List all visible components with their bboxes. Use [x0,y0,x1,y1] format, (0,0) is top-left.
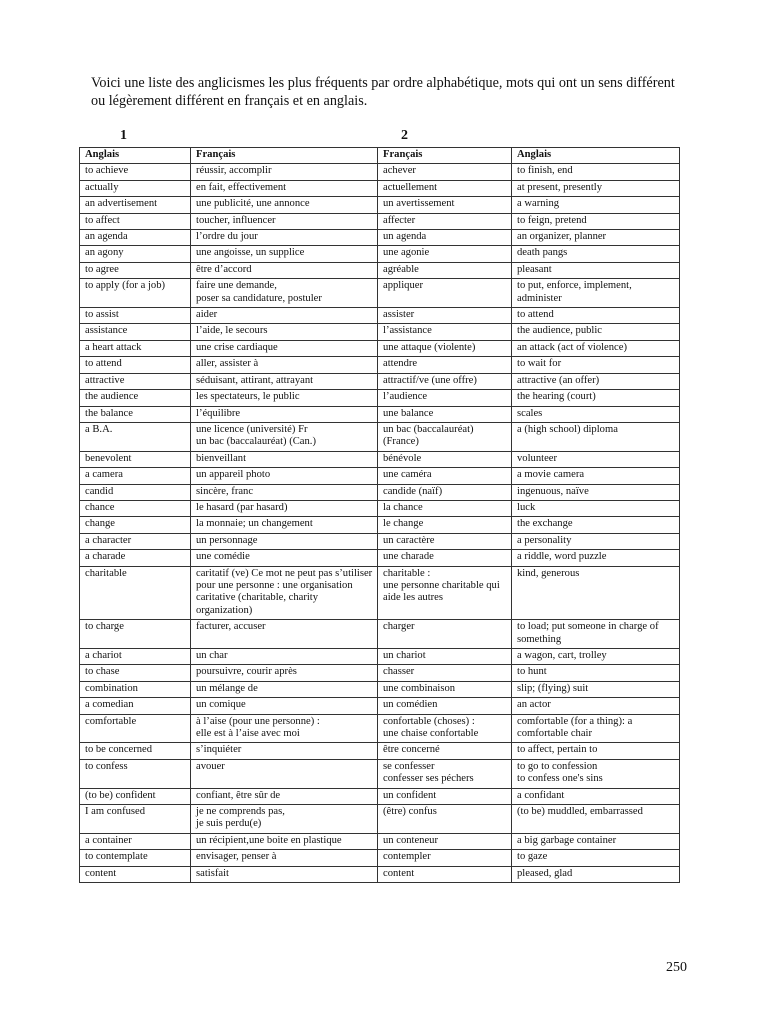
english-term-cell: (to be) confident [80,788,191,804]
table-row [80,665,680,681]
french-false-friend-cell: affecter [378,213,512,229]
french-false-friend-cell: l’assistance [378,324,512,340]
table-header-row [80,148,680,164]
english-term-cell: candid [80,484,191,500]
french-false-friend-cell: confortable (choses) : une chaise confortable [378,714,512,743]
table-row [80,805,680,834]
english-meaning-cell: the audience, public [512,324,680,340]
table-row [80,246,680,262]
french-false-friend-cell: une caméra [378,468,512,484]
french-false-friend-cell: une charade [378,550,512,566]
french-translation-cell: la monnaie; un changement [191,517,378,533]
table-body [80,164,680,883]
english-meaning-cell: a (high school) diploma [512,422,680,451]
french-translation-cell: un char [191,649,378,665]
table-row [80,550,680,566]
french-translation-cell: en fait, effectivement [191,180,378,196]
table-row [80,197,680,213]
english-term-cell: comfortable [80,714,191,743]
french-false-friend-cell: être concerné [378,743,512,759]
english-meaning-cell: death pangs [512,246,680,262]
french-translation-cell: un récipient,une boite en plastique [191,833,378,849]
english-term-cell: assistance [80,324,191,340]
intro-paragraph: Voici une liste des anglicismes les plus fréquents par ordre alphabétique, mots qui ont un sens différent ou légèrement différent en français et en anglais. [91,75,675,109]
column-number-1: 1 [120,128,127,143]
french-false-friend-cell: bénévole [378,451,512,467]
english-term-cell: an advertisement [80,197,191,213]
table-row [80,451,680,467]
column-number-2: 2 [401,128,408,143]
french-translation-cell: aller, assister à [191,357,378,373]
french-false-friend-cell: un comédien [378,698,512,714]
french-false-friend-cell: la chance [378,500,512,516]
english-term-cell: change [80,517,191,533]
english-meaning-cell: to load; put someone in charge of something [512,620,680,649]
french-translation-cell: l’équilibre [191,406,378,422]
french-translation-cell: confiant, être sûr de [191,788,378,804]
french-false-friend-cell: charger [378,620,512,649]
english-meaning-cell: at present, presently [512,180,680,196]
english-meaning-cell: pleasant [512,262,680,278]
english-term-cell: a camera [80,468,191,484]
english-term-cell: an agony [80,246,191,262]
french-translation-cell: séduisant, attirant, attrayant [191,373,378,389]
french-translation-cell: aider [191,308,378,324]
french-translation-cell: une publicité, une annonce [191,197,378,213]
french-translation-cell: poursuivre, courir après [191,665,378,681]
table-row [80,262,680,278]
english-term-cell: to apply (for a job) [80,279,191,308]
table-row [80,533,680,549]
french-false-friend-cell: se confesser confesser ses péchers [378,759,512,788]
header-anglais-2: Anglais [512,148,680,164]
english-term-cell: to contemplate [80,850,191,866]
table-row [80,714,680,743]
english-meaning-cell: comfortable (for a thing): a comfortable chair [512,714,680,743]
french-translation-cell: une crise cardiaque [191,340,378,356]
english-term-cell: a chariot [80,649,191,665]
english-meaning-cell: to wait for [512,357,680,373]
french-false-friend-cell: un confident [378,788,512,804]
french-translation-cell: sincère, franc [191,484,378,500]
french-translation-cell: à l’aise (pour une personne) : elle est à l’aise avec moi [191,714,378,743]
french-false-friend-cell: appliquer [378,279,512,308]
table-row [80,213,680,229]
english-term-cell: combination [80,681,191,697]
french-translation-cell: l’ordre du jour [191,230,378,246]
english-meaning-cell: a personality [512,533,680,549]
english-term-cell: an agenda [80,230,191,246]
english-meaning-cell: the hearing (court) [512,390,680,406]
english-meaning-cell: an actor [512,698,680,714]
english-term-cell: content [80,866,191,882]
french-false-friend-cell: un conteneur [378,833,512,849]
french-translation-cell: faire une demande, poser sa candidature, postuler [191,279,378,308]
french-translation-cell: caritatif (ve) Ce mot ne peut pas s’utiliser pour une personne : une organisation caritative (charitable, charity organization) [191,566,378,620]
table-row [80,373,680,389]
english-meaning-cell: to gaze [512,850,680,866]
english-term-cell: a heart attack [80,340,191,356]
table-row [80,180,680,196]
english-meaning-cell: to hunt [512,665,680,681]
french-translation-cell: facturer, accuser [191,620,378,649]
table-row [80,468,680,484]
english-term-cell: to achieve [80,164,191,180]
french-translation-cell: bienveillant [191,451,378,467]
english-meaning-cell: a movie camera [512,468,680,484]
french-false-friend-cell: content [378,866,512,882]
french-false-friend-cell: contempler [378,850,512,866]
page-number: 250 [666,960,687,975]
table-row [80,230,680,246]
french-translation-cell: s’inquiéter [191,743,378,759]
english-term-cell: the audience [80,390,191,406]
table-row [80,743,680,759]
column-numbers [0,128,768,146]
english-meaning-cell: volunteer [512,451,680,467]
anglicisms-table [79,147,680,883]
table-row [80,500,680,516]
english-term-cell: to chase [80,665,191,681]
english-meaning-cell: to affect, pertain to [512,743,680,759]
english-term-cell: to charge [80,620,191,649]
english-term-cell: to confess [80,759,191,788]
table-row [80,833,680,849]
english-meaning-cell: (to be) muddled, embarrassed [512,805,680,834]
french-false-friend-cell: une agonie [378,246,512,262]
french-translation-cell: les spectateurs, le public [191,390,378,406]
french-translation-cell: un mélange de [191,681,378,697]
french-false-friend-cell: charitable : une personne charitable qui aide les autres [378,566,512,620]
table-row [80,681,680,697]
table-row [80,164,680,180]
french-false-friend-cell: attractif/ve (une offre) [378,373,512,389]
english-term-cell: the balance [80,406,191,422]
english-term-cell: actually [80,180,191,196]
table-row [80,649,680,665]
english-term-cell: to assist [80,308,191,324]
english-meaning-cell: to finish, end [512,164,680,180]
english-meaning-cell: a warning [512,197,680,213]
french-translation-cell: avouer [191,759,378,788]
english-term-cell: a character [80,533,191,549]
english-meaning-cell: luck [512,500,680,516]
french-translation-cell: réussir, accomplir [191,164,378,180]
french-translation-cell: une comédie [191,550,378,566]
table-row [80,406,680,422]
english-meaning-cell: to go to confession to confess one's sins [512,759,680,788]
french-false-friend-cell: une balance [378,406,512,422]
english-term-cell: a container [80,833,191,849]
english-meaning-cell: to put, enforce, implement, administer [512,279,680,308]
header-francais-1: Français [191,148,378,164]
french-translation-cell: un appareil photo [191,468,378,484]
table-row [80,390,680,406]
table-row [80,566,680,620]
french-false-friend-cell: une attaque (violente) [378,340,512,356]
table-row [80,357,680,373]
french-translation-cell: l’aide, le secours [191,324,378,340]
table-row [80,759,680,788]
table-row [80,422,680,451]
french-translation-cell: je ne comprends pas, je suis perdu(e) [191,805,378,834]
english-meaning-cell: an attack (act of violence) [512,340,680,356]
french-false-friend-cell: (être) confus [378,805,512,834]
table-row [80,698,680,714]
english-meaning-cell: a riddle, word puzzle [512,550,680,566]
english-meaning-cell: a wagon, cart, trolley [512,649,680,665]
english-meaning-cell: kind, generous [512,566,680,620]
french-translation-cell: le hasard (par hasard) [191,500,378,516]
french-false-friend-cell: agréable [378,262,512,278]
english-meaning-cell: a confidant [512,788,680,804]
french-false-friend-cell: chasser [378,665,512,681]
english-term-cell: charitable [80,566,191,620]
english-meaning-cell: slip; (flying) suit [512,681,680,697]
english-meaning-cell: a big garbage container [512,833,680,849]
english-term-cell: chance [80,500,191,516]
english-meaning-cell: an organizer, planner [512,230,680,246]
french-false-friend-cell: un chariot [378,649,512,665]
table-row [80,788,680,804]
table-row [80,484,680,500]
english-meaning-cell: pleased, glad [512,866,680,882]
french-false-friend-cell: le change [378,517,512,533]
english-term-cell: to attend [80,357,191,373]
english-meaning-cell: ingenuous, naïve [512,484,680,500]
french-false-friend-cell: l’audience [378,390,512,406]
french-false-friend-cell: achever [378,164,512,180]
english-term-cell: attractive [80,373,191,389]
french-translation-cell: un personnage [191,533,378,549]
english-term-cell: a charade [80,550,191,566]
table-row [80,308,680,324]
french-translation-cell: être d’accord [191,262,378,278]
table-row [80,620,680,649]
header-francais-2: Français [378,148,512,164]
table-row [80,866,680,882]
french-false-friend-cell: actuellement [378,180,512,196]
english-meaning-cell: to feign, pretend [512,213,680,229]
french-false-friend-cell: attendre [378,357,512,373]
table-row [80,279,680,308]
french-translation-cell: une angoisse, un supplice [191,246,378,262]
english-term-cell: benevolent [80,451,191,467]
french-false-friend-cell: candide (naïf) [378,484,512,500]
french-false-friend-cell: un caractère [378,533,512,549]
english-meaning-cell: the exchange [512,517,680,533]
french-false-friend-cell: un avertissement [378,197,512,213]
french-false-friend-cell: une combinaison [378,681,512,697]
header-anglais-1: Anglais [80,148,191,164]
french-translation-cell: satisfait [191,866,378,882]
english-term-cell: to agree [80,262,191,278]
french-translation-cell: toucher, influencer [191,213,378,229]
english-term-cell: a comedian [80,698,191,714]
table-row [80,517,680,533]
french-translation-cell: une licence (université) Fr un bac (baccalauréat) (Can.) [191,422,378,451]
table-row [80,340,680,356]
french-translation-cell: envisager, penser à [191,850,378,866]
english-meaning-cell: to attend [512,308,680,324]
english-meaning-cell: attractive (an offer) [512,373,680,389]
english-term-cell: to be concerned [80,743,191,759]
french-false-friend-cell: assister [378,308,512,324]
table-row [80,850,680,866]
english-term-cell: I am confused [80,805,191,834]
french-false-friend-cell: un bac (baccalauréat) (France) [378,422,512,451]
french-false-friend-cell: un agenda [378,230,512,246]
english-term-cell: a B.A. [80,422,191,451]
english-meaning-cell: scales [512,406,680,422]
french-translation-cell: un comique [191,698,378,714]
english-term-cell: to affect [80,213,191,229]
table-row [80,324,680,340]
